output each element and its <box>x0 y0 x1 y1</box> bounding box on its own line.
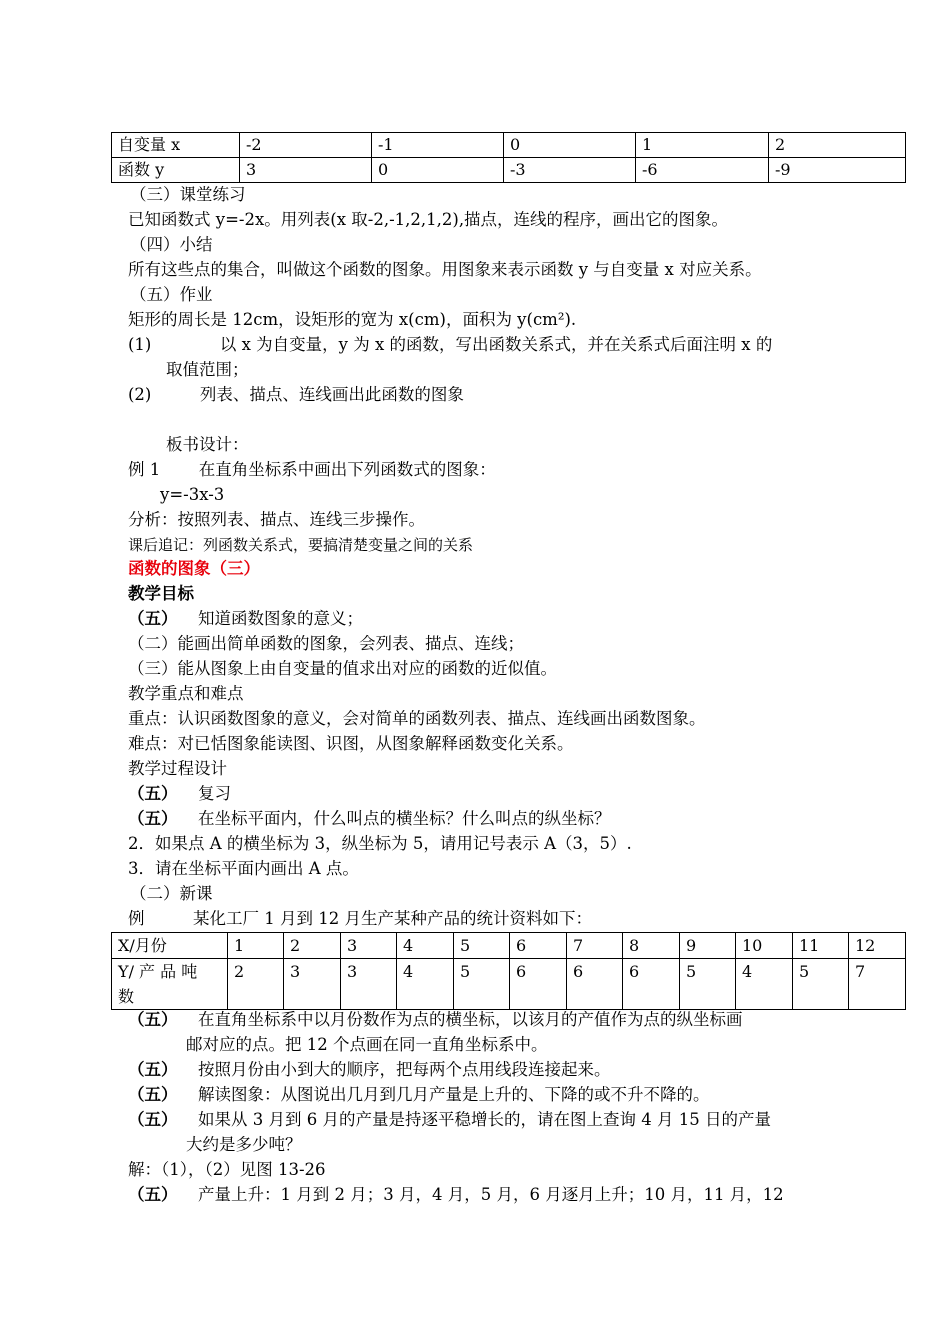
table-cell: 0 <box>372 158 504 183</box>
list-item <box>128 807 611 831</box>
table-cell: 2 <box>769 133 906 158</box>
table-cell: 1 <box>228 933 284 959</box>
example-line <box>128 458 496 482</box>
list-item <box>128 1008 743 1032</box>
table-row <box>112 933 906 959</box>
list-text: 知道函数图象的意义； <box>198 609 363 628</box>
table-cell: 3 <box>341 933 397 959</box>
section-heading: 教学过程设计 <box>128 759 227 778</box>
table-cell: 6 <box>567 959 623 1010</box>
table-cell: -2 <box>240 133 372 158</box>
table-cell: -9 <box>769 158 906 183</box>
list-item <box>128 1183 784 1207</box>
example-text: 某化工厂 1 月到 12 月生产某种产品的统计资料如下： <box>193 909 592 928</box>
list-text: 产量上升：1 月到 2 月；3 月，4 月，5 月，6 月逐月上升；10 月，11 月，12 <box>198 1185 784 1204</box>
table-cell: 8 <box>623 933 680 959</box>
list-item <box>128 607 363 631</box>
table-cell: 6 <box>623 959 680 1010</box>
paragraph: 分析：按照列表、描点、连线三步操作。 <box>128 510 425 529</box>
table-cell: 4 <box>736 959 793 1010</box>
production-table <box>111 932 906 1010</box>
table-row <box>112 158 906 183</box>
page-title: 函数的图象（三） <box>128 559 260 578</box>
section-heading: 教学目标 <box>128 584 194 603</box>
list-number: (2) <box>128 385 152 404</box>
table-cell: 3 <box>240 158 372 183</box>
table-cell: 4 <box>397 933 454 959</box>
formula: y=-3x-3 <box>160 485 225 504</box>
list-item: （三）能从图象上由自变量的值求出对应的函数的近似值。 <box>128 659 557 678</box>
section-heading: （五）作业 <box>130 285 213 304</box>
paragraph: 已知函数式 y=-2x。用列表(x 取-2,-1,2,1,2),描点，连线的程序，画出它的图象。 <box>128 210 729 229</box>
paragraph: 重点：认识函数图象的意义，会对简单的函数列表、描点、连线画出函数图象。 <box>128 709 706 728</box>
table-cell: 4 <box>397 959 454 1010</box>
list-text: 复习 <box>198 784 231 803</box>
paragraph: 课后追记：列函数关系式，要搞清楚变量之间的关系 <box>128 536 474 554</box>
table-cell: 5 <box>680 959 736 1010</box>
list-text: 解读图象：从图说出几月到几月产量是上升的、下降的或不升不降的。 <box>198 1085 710 1104</box>
row-label-line: 数 <box>118 987 135 1006</box>
table-cell: 函数 y <box>112 158 240 183</box>
paragraph: 邮对应的点。把 12 个点画在同一直角坐标系中。 <box>186 1035 548 1054</box>
list-text: 如果从 3 月到 6 月的产量是持逐平稳增长的，请在图上查询 4 月 15 日的产量 <box>198 1110 771 1129</box>
xy-value-table <box>111 132 906 183</box>
list-text: 以 x 为自变量，y 为 x 的函数，写出函数关系式，并在关系式后面注明 x 的 <box>219 335 773 354</box>
table-cell: 1 <box>636 133 769 158</box>
section-heading: （二）新课 <box>130 884 213 903</box>
table-row <box>112 133 906 158</box>
list-item <box>128 1108 771 1132</box>
list-number: （五） <box>128 1185 178 1204</box>
table-cell: 2 <box>284 933 341 959</box>
table-cell: 5 <box>454 933 510 959</box>
table-cell: 5 <box>454 959 510 1010</box>
list-item <box>128 1058 611 1082</box>
table-cell: 7 <box>567 933 623 959</box>
paragraph: 大约是多少吨？ <box>186 1135 302 1154</box>
list-item <box>128 1083 710 1107</box>
list-text: 在坐标平面内，什么叫点的横坐标？什么叫点的纵坐标？ <box>198 809 611 828</box>
example-line <box>128 907 592 931</box>
table-cell: 5 <box>793 959 849 1010</box>
list-text: 列表、描点、连线画出此函数的图象 <box>199 385 464 404</box>
example-label: 例 <box>128 909 145 928</box>
paragraph: 解：（1），（2）见图 13-26 <box>128 1160 326 1179</box>
list-item: 2．如果点 A 的横坐标为 3，纵坐标为 5，请用记号表示 A（3，5）. <box>128 834 632 853</box>
list-number: （五） <box>128 609 178 628</box>
table-cell: 3 <box>341 959 397 1010</box>
table-cell <box>112 959 228 1010</box>
list-text: 按照月份由小到大的顺序，把每两个点用线段连接起来。 <box>198 1060 611 1079</box>
table-cell: 7 <box>849 959 906 1010</box>
table-cell: -3 <box>504 158 636 183</box>
list-item <box>128 782 231 806</box>
section-heading: （四）小结 <box>130 235 213 254</box>
table-cell: -1 <box>372 133 504 158</box>
table-cell: 11 <box>793 933 849 959</box>
paragraph: 矩形的周长是 12cm，设矩形的宽为 x(cm)，面积为 y(cm²). <box>128 310 577 329</box>
table-cell: X/月份 <box>112 933 228 959</box>
example-text: 在直角坐标系中画出下列函数式的图象： <box>198 460 496 479</box>
list-number: (1) <box>128 335 152 354</box>
list-number: （五） <box>128 809 178 828</box>
section-heading: （三）课堂练习 <box>130 185 246 204</box>
list-number: （五） <box>128 1110 178 1129</box>
table-cell: 10 <box>736 933 793 959</box>
example-label: 例 1 <box>128 460 161 479</box>
list-number: （五） <box>128 1060 178 1079</box>
paragraph: 难点：对已恬图象能读图、识图，从图象解释函数变化关系。 <box>128 734 574 753</box>
paragraph: 取值范围； <box>166 360 249 379</box>
list-item <box>128 333 772 357</box>
list-number: （五） <box>128 784 178 803</box>
section-heading: 板书设计： <box>166 435 249 454</box>
list-item <box>128 383 464 407</box>
list-item: （二）能画出简单函数的图象，会列表、描点、连线； <box>128 634 524 653</box>
paragraph: 所有这些点的集合，叫做这个函数的图象。用图象来表示函数 y 与自变量 x 对应关系。 <box>128 260 762 279</box>
list-number: （五） <box>128 1085 178 1104</box>
list-number: （五） <box>128 1010 178 1029</box>
table-cell: 2 <box>228 959 284 1010</box>
table-cell: 3 <box>284 959 341 1010</box>
section-heading: 教学重点和难点 <box>128 684 244 703</box>
list-text: 在直角坐标系中以月份数作为点的横坐标，以该月的产值作为点的纵坐标画 <box>198 1010 743 1029</box>
table-cell: 0 <box>504 133 636 158</box>
table-cell: 自变量 x <box>112 133 240 158</box>
row-label-line: Y/ 产 品 吨 <box>118 962 198 981</box>
table-cell: -6 <box>636 158 769 183</box>
table-cell: 9 <box>680 933 736 959</box>
table-cell: 12 <box>849 933 906 959</box>
table-row <box>112 959 906 1010</box>
list-item: 3．请在坐标平面内画出 A 点。 <box>128 859 359 878</box>
table-cell: 6 <box>510 933 567 959</box>
table-cell: 6 <box>510 959 567 1010</box>
